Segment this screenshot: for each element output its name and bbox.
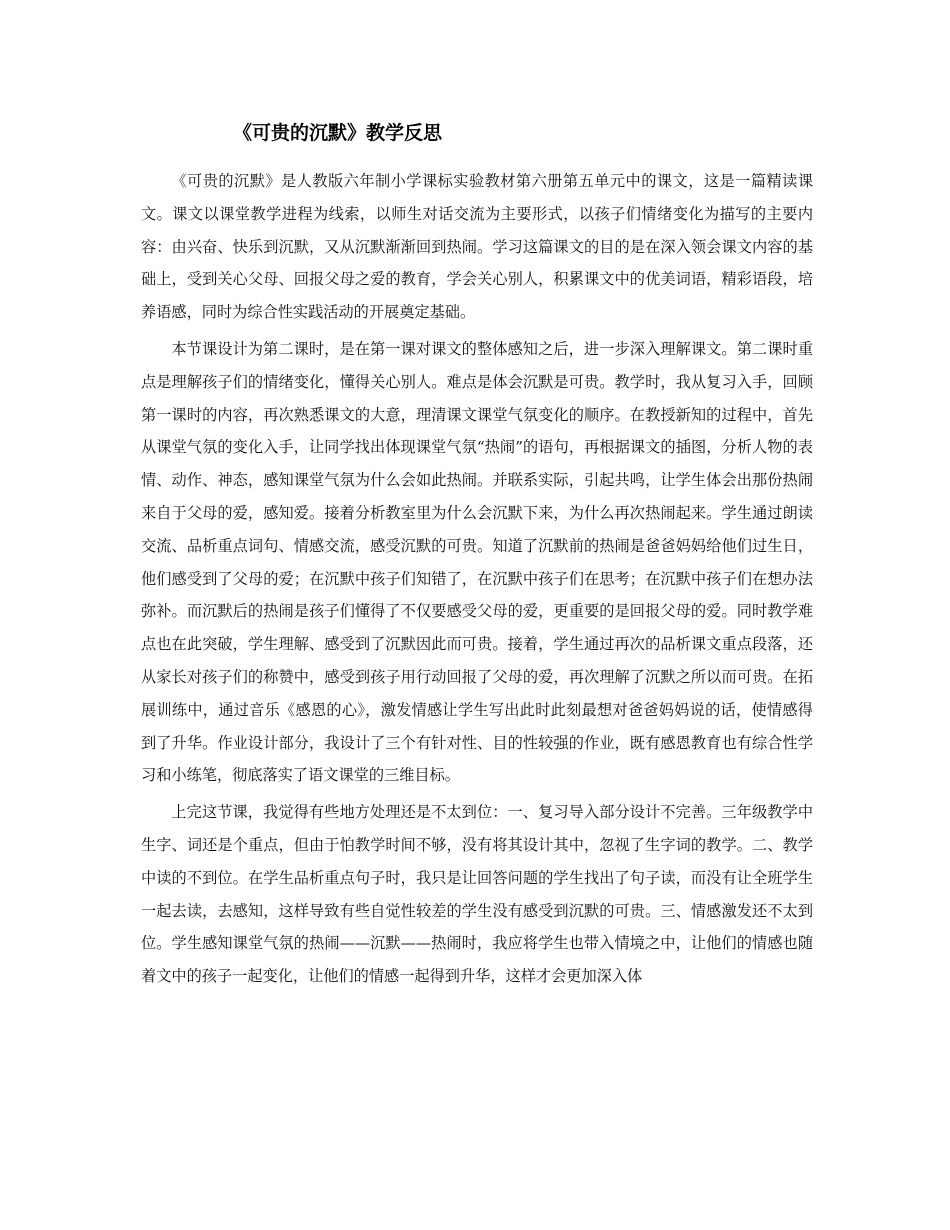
paragraph-3: 上完这节课，我觉得有些地方处理还是不太到位：一、复习导入部分设计不完善。三年级教学中生字、词还是个重点，但由于怕教学时间不够，没有将其设计其中，忽视了生字词的教学。二、教学中读的不到位。在学生品析重点句子时，我只是让回答问题的学生找出了句子读，而没有让全班学生一起去读，去感知，这样导致有些自觉性较差的学生没有感受到沉默的可贵。三、情感激发还不太到位。学生感知课堂气氛的热闹——沉默——热闹时，我应将学生也带入情境之中，让他们的情感也随着文中的孩子一起变化，让他们的情感一起得到升华，这样才会更加深入体 bbox=[141, 803, 813, 986]
document-title: 《可贵的沉默》教学反思 bbox=[233, 122, 443, 144]
document-body bbox=[141, 165, 813, 997]
paragraph-2: 本节课设计为第二课时，是在第一课对课文的整体感知之后，进一步深入理解课文。第二课时重点是理解孩子们的情绪变化，懂得关心别人。难点是体会沉默是可贵。教学时，我从复习入手，回顾第一课时的内容，再次熟悉课文的大意，理清课文课堂气氛变化的顺序。在教授新知的过程中，首先从课堂气氛的变化入手，让同学找出体现课堂气氛“热闹”的语句，再根据课文的插图，分析人物的表情、动作、神态，感知课堂气氛为什么会如此热闹。并联系实际，引起共鸣，让学生体会出那份热闹来自于父母的爱，感知爱。接着分析教室里为什么会沉默下来，为什么再次热闹起来。学生通过朗读交流、品析重点词句、情感交流，感受沉默的可贵。知道了沉默前的热闹是爸爸妈妈给他们过生日，他们感受到了父母的爱；在沉默中孩子们知错了，在沉默中孩子们在思考；在沉默中孩子们在想办法弥补。而沉默后的热闹是孩子们懂得了不仅要感受父母的爱，更重要的是回报父母的爱。同时教学难点也在此突破，学生理解、感受到了沉默因此而可贵。接着，学生通过再次的品析课文重点段落，还从家长对孩子们的称赞中，感受到孩子用行动回报了父母的爱，再次理解了沉默之所以而可贵。在拓展训练中，通过音乐《感恩的心》，激发情感让学生写出此时此刻最想对爸爸妈妈说的话，使情感得到了升华。作业设计部分，我设计了三个有针对性、目的性较强的作业，既有感恩教育也有综合性学习和小练笔，彻底落实了语文课堂的三维目标。 bbox=[141, 339, 813, 785]
paragraph-1: 《可贵的沉默》是人教版六年制小学课标实验教材第六册第五单元中的课文，这是一篇精读课文。课文以课堂教学进程为线索，以师生对话交流为主要形式，以孩子们情绪变化为描写的主要内容：由兴奋、快乐到沉默，又从沉默渐渐回到热闹。学习这篇课文的目的是在深入领会课文内容的基础上，受到关心父母、回报父母之爱的教育，学会关心别人，积累课文中的优美词语，精彩语段，培养语感，同时为综合性实践活动的开展奠定基础。 bbox=[141, 172, 813, 322]
